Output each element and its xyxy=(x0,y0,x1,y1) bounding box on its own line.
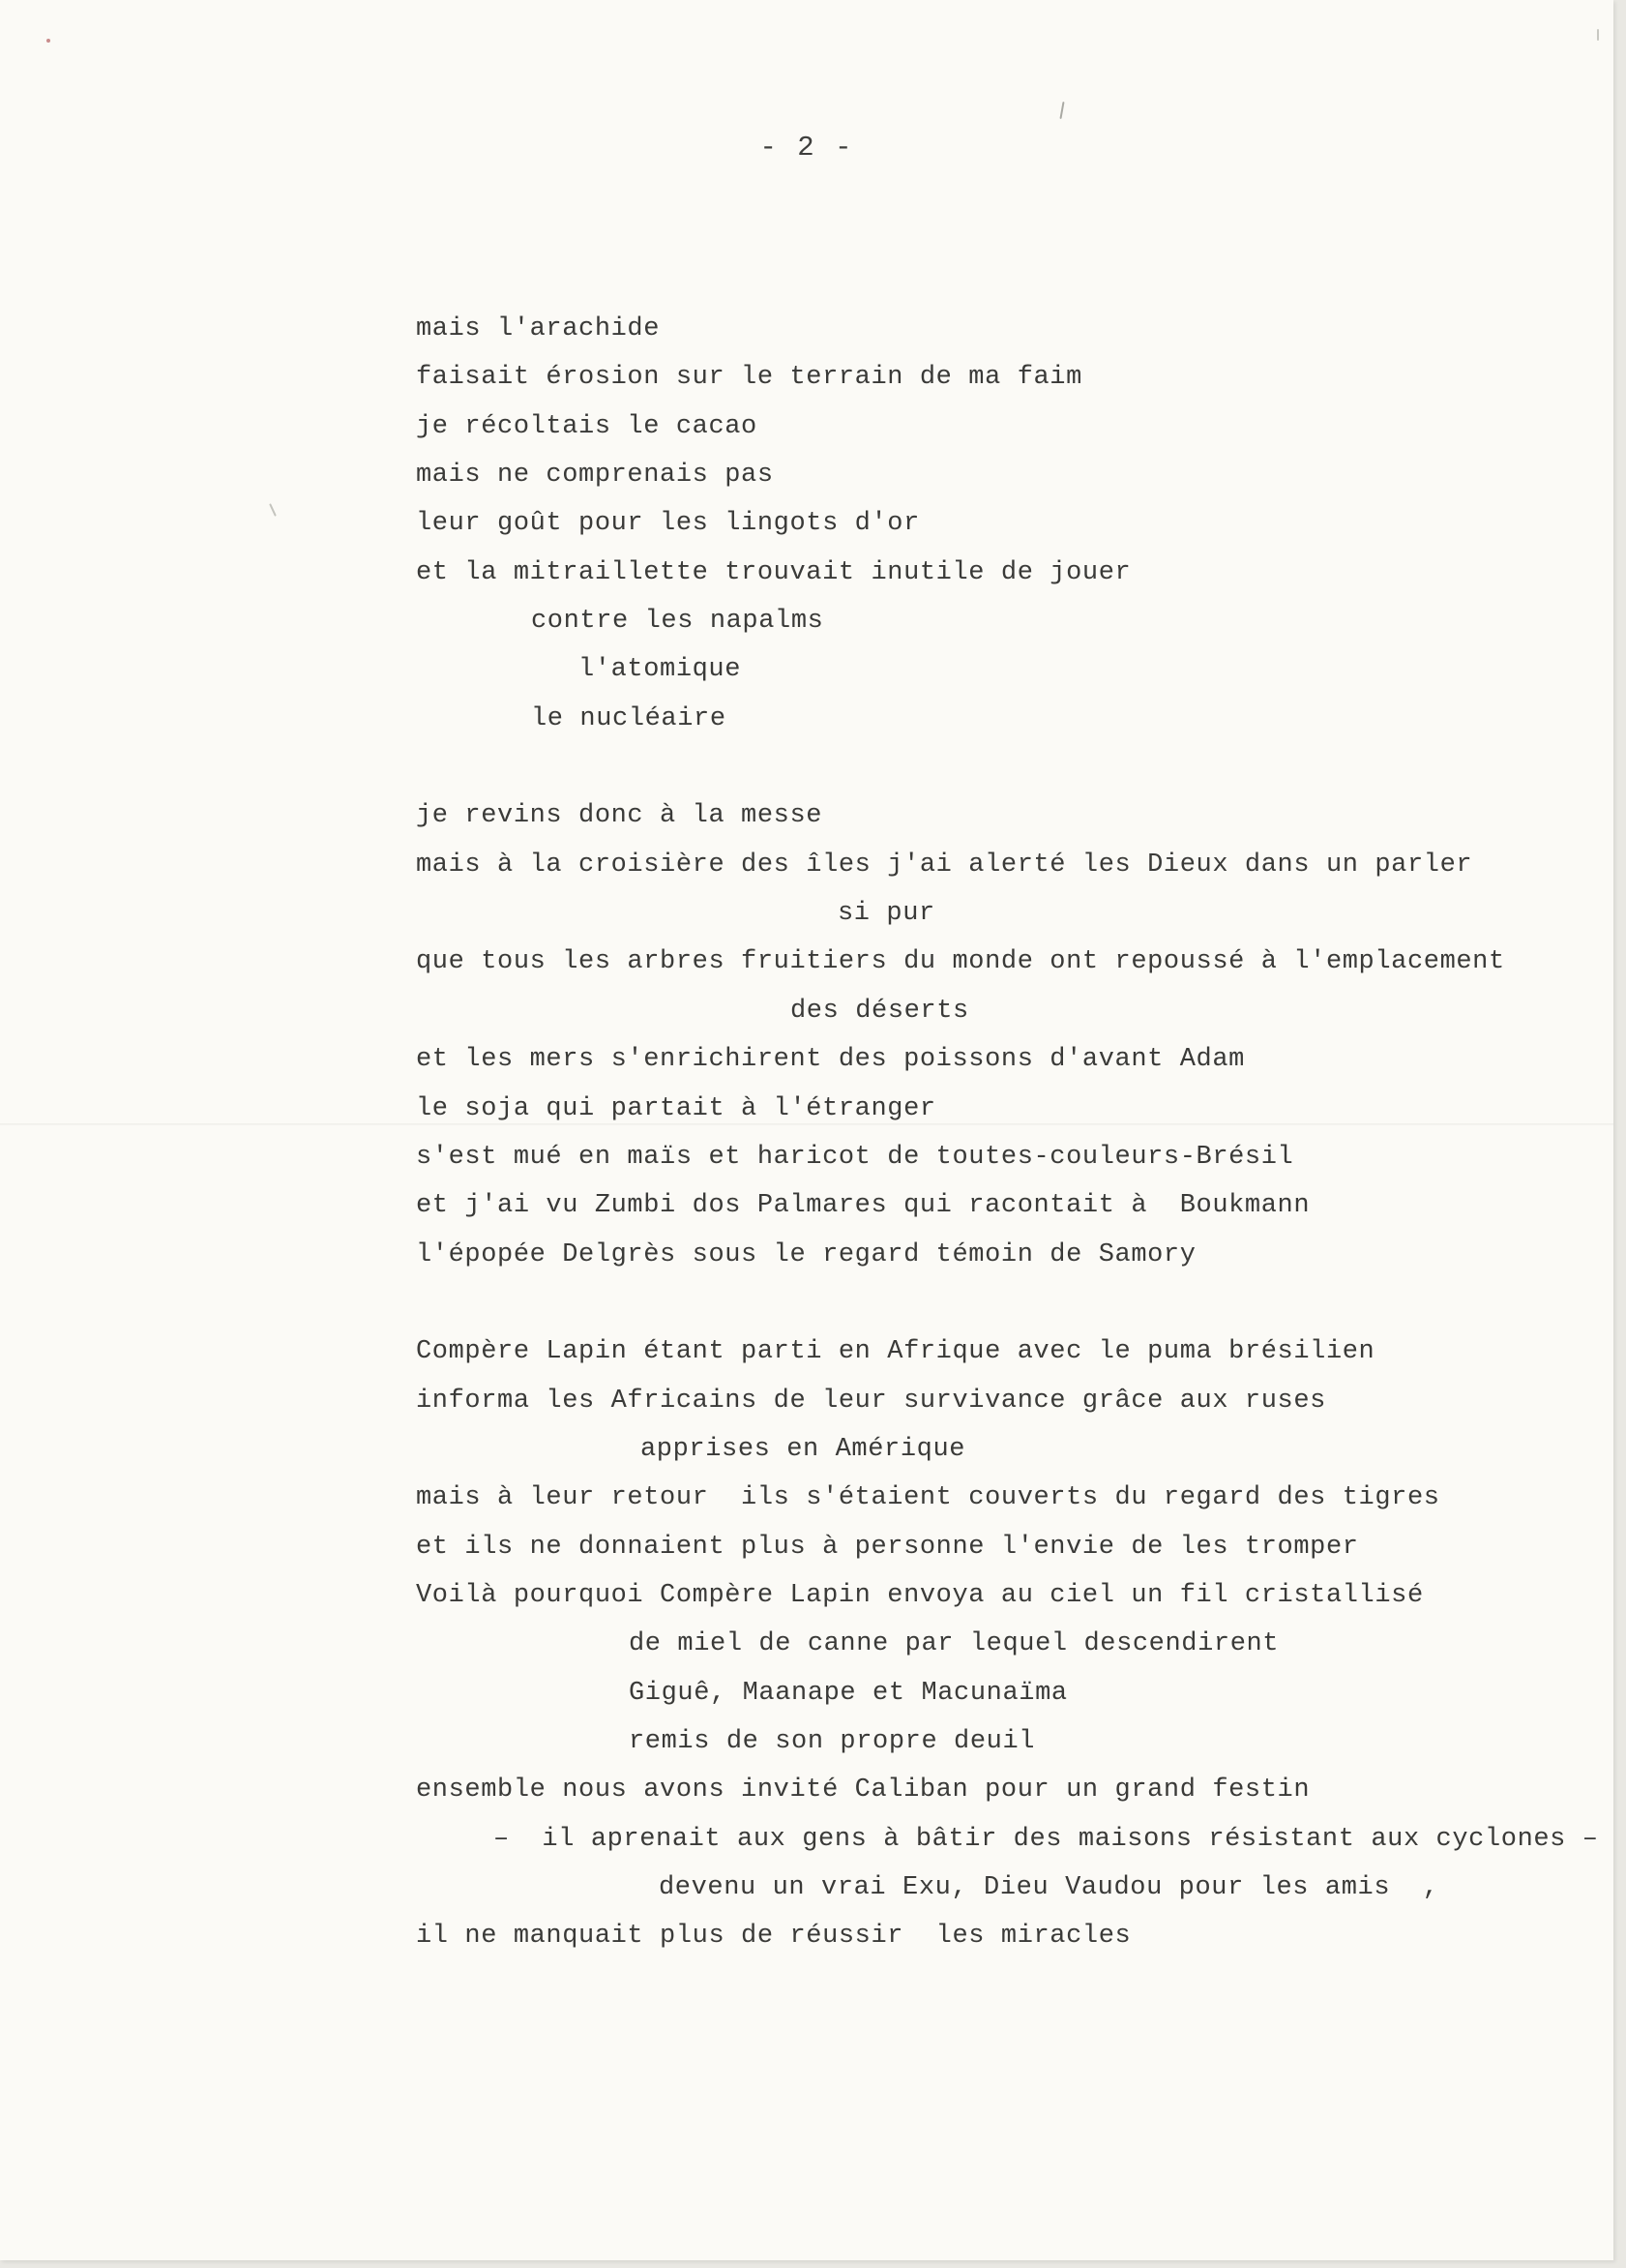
paper-speck xyxy=(1059,102,1064,119)
poem-line: apprises en Amérique xyxy=(640,1435,966,1464)
poem-line: mais à leur retour ils s'étaient couverts du regard des tigres xyxy=(416,1483,1440,1512)
poem-line: le soja qui partait à l'étranger xyxy=(416,1094,936,1123)
poem-line: s'est mué en maïs et haricot de toutes-couleurs-Brésil xyxy=(416,1143,1294,1172)
poem-line: mais ne comprenais pas xyxy=(416,461,774,490)
poem-line: leur goût pour les lingots d'or xyxy=(416,509,920,538)
poem-line: l'épopée Delgrès sous le regard témoin de Samory xyxy=(416,1240,1197,1269)
poem-line: mais l'arachide xyxy=(416,314,661,343)
poem-line: et ils ne donnaient plus à personne l'envie de les tromper xyxy=(416,1533,1359,1562)
poem-line: l'atomique xyxy=(578,655,742,684)
poem-line: des déserts xyxy=(790,997,969,1026)
paper-speck xyxy=(46,39,50,43)
paper-speck xyxy=(269,503,277,517)
poem-line: et la mitraillette trouvait inutile de jouer xyxy=(416,558,1132,587)
poem-line: mais à la croisière des îles j'ai alerté les Dieux dans un parler xyxy=(416,850,1473,880)
poem-line: si pur xyxy=(838,899,935,928)
poem-line: et j'ai vu Zumbi dos Palmares qui racontait à Boukmann xyxy=(416,1191,1311,1220)
poem-line: – il aprenait aux gens à bâtir des maisons résistant aux cyclones – xyxy=(493,1825,1599,1854)
poem-line: devenu un vrai Exu, Dieu Vaudou pour les amis , xyxy=(659,1873,1439,1902)
poem-line: le nucléaire xyxy=(531,704,726,733)
paper-speck xyxy=(1597,29,1599,41)
poem-line: que tous les arbres fruitiers du monde ont repoussé à l'emplacement xyxy=(416,947,1505,976)
poem-line: il ne manquait plus de réussir les miracles xyxy=(416,1922,1132,1951)
poem-line: faisait érosion sur le terrain de ma faim xyxy=(416,363,1082,392)
poem-line: Compère Lapin étant parti en Afrique avec le puma brésilien xyxy=(416,1337,1375,1366)
poem-line: contre les napalms xyxy=(531,607,824,636)
poem-line: ensemble nous avons invité Caliban pour un grand festin xyxy=(416,1776,1311,1805)
poem-line: je revins donc à la messe xyxy=(416,801,823,830)
poem-line: je récoltais le cacao xyxy=(416,412,757,441)
page-number: - 2 - xyxy=(759,132,854,164)
poem-line: remis de son propre deuil xyxy=(629,1727,1036,1756)
poem-line: informa les Africains de leur survivance grâce aux ruses xyxy=(416,1387,1326,1416)
poem-line: de miel de canne par lequel descendirent xyxy=(629,1629,1280,1658)
poem-line: et les mers s'enrichirent des poissons d'avant Adam xyxy=(416,1045,1245,1074)
poem-line: Giguê, Maanape et Macunaïma xyxy=(629,1679,1068,1708)
poem-line: Voilà pourquoi Compère Lapin envoya au ciel un fil cristallisé xyxy=(416,1581,1424,1610)
